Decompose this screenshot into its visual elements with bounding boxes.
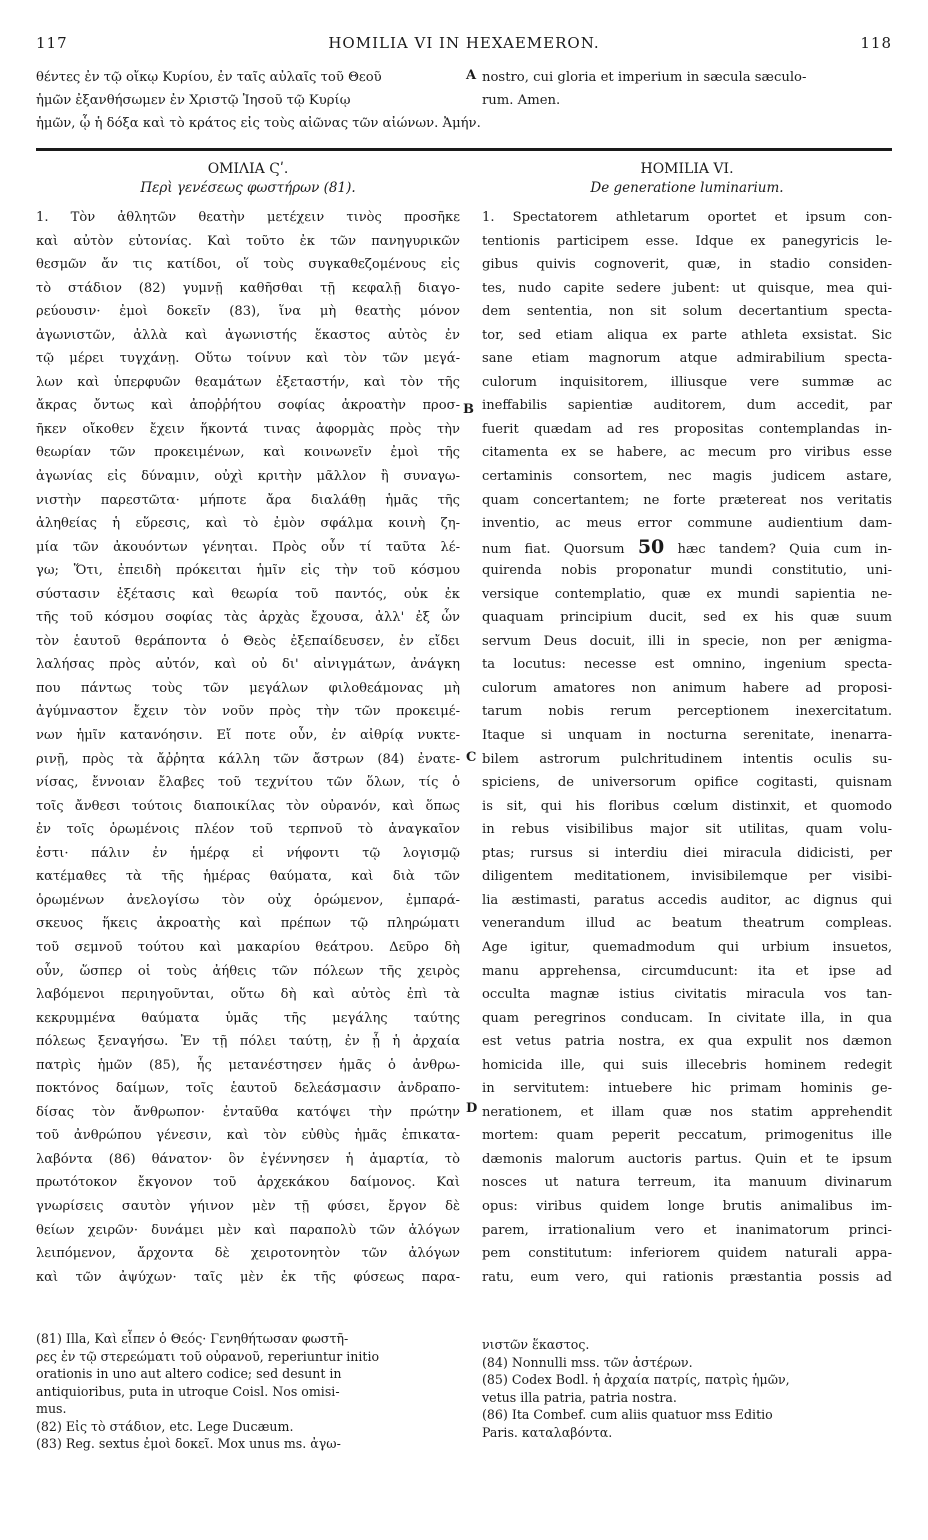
latin-text-line: dæmonis malorum auctoris partus. Quin et te ipsum xyxy=(482,1151,892,1167)
latin-text-line: est vetus patria nostra, ex qua expulit nos dæmon xyxy=(482,1034,892,1050)
greek-text-line: δίσας τὸν ἄνθρωπον· ἐνταῦθα κατόψει τὴν πρώτην xyxy=(36,1104,460,1120)
greek-text-line: τὸν ἑαυτοῦ θεράποντα ὁ Θεὸς ἐξεπαίδευσεν, ἐν εἴδει xyxy=(36,633,460,649)
intro-latin-line: rum. Amen. xyxy=(482,93,561,108)
latin-heading-title: HOMILIA VI. xyxy=(640,161,734,177)
latin-text-line: is sit, qui his floribus cœlum distinxit, et quomodo xyxy=(482,798,892,814)
greek-text-line: λαβόμενοι περιηγοῦνται, οὕτω δὴ καὶ αὐτὸς ἐπὶ τὰ xyxy=(36,987,460,1003)
latin-text-fragment: num fiat. Quorsum xyxy=(482,541,625,557)
intro-greek-text xyxy=(36,66,481,135)
footnote-line: (82) Εἰς τὸ στάδιον, etc. Lege Ducæum. xyxy=(36,1418,294,1434)
footnote-line: (83) Reg. sextus ἐμοὶ δοκεῖ. Mox unus ms. ἀγω- xyxy=(36,1436,341,1451)
latin-text-line: spiciens, de universorum opifice cogitasti, quisnam xyxy=(482,775,892,791)
page-number-right: 118 xyxy=(860,34,892,52)
latin-text-line: fuerit quædam ad res propositas contemplandas in- xyxy=(482,421,892,437)
greek-text-line: σύστασιν ἐξέτασις καὶ θεωρία τοῦ παντός, οὐκ ἐκ xyxy=(36,586,460,602)
greek-text-line: θείων χειρῶν· δυνάμει μὲν καὶ παραπολὺ τῶν ἀλόγων xyxy=(36,1222,460,1238)
latin-text-line: lia æstimasti, paratus accedis auditor, ac dignus qui xyxy=(482,892,892,908)
greek-text-line: νίσας, ἔννοιαν ἔλαβες τοῦ τεχνίτου τῶν ὅλων, τίς ὁ xyxy=(36,775,460,791)
greek-text-line: καὶ αὐτὸν εὐτονίας. Καὶ τοῦτο ἐκ τῶν πανηγυρικῶν xyxy=(36,233,460,249)
greek-text-line: κεκρυμμένα θαύματα ὑμᾶς τῆς μεγάλης ταύτης xyxy=(36,1010,460,1026)
latin-text-line: in rebus visibilibus major sit utilitas, quam volu- xyxy=(482,822,892,838)
greek-text-line: θεωρίαν τῶν προκειμένων, καὶ κοινωνεῖν ἐμοὶ τῆς xyxy=(36,445,460,461)
latin-text-line: ta locutus: necesse est omnino, ingenium specta- xyxy=(482,657,892,673)
greek-text-line: τοῦ σεμνοῦ τούτου καὶ μακαρίου θεάτρου. Δεῦρο δὴ xyxy=(36,939,460,955)
latin-text-line: tentionis participem esse. Idque ex panegyricis le- xyxy=(482,233,892,249)
footnote-line: (86) Ita Combef. cum aliis quatuor mss Editio xyxy=(482,1407,773,1422)
latin-text-line: ratu, eum vero, qui rationis præstantia possis ad xyxy=(482,1269,892,1285)
greek-text-line: ρινῇ, πρὸς τὰ ἄῤῥητα κάλλη τῶν ἄστρων (84) ἐνατε- xyxy=(36,751,460,767)
greek-text-line: ὁρωμένων ἀνελογίσω τὸν οὐχ ὁρώμενον, ἐμπαρά- xyxy=(36,892,460,908)
latin-text-line xyxy=(482,536,892,560)
latin-text-line: Age igitur, quemadmodum qui urbium insuetos, xyxy=(482,939,892,955)
greek-text-line: ἀγύμναστον ἔχειν τὸν νοῦν πρὸς τὴν τῶν προκειμέ- xyxy=(36,704,460,720)
greek-text-line: γνωρίσεις σαυτὸν γήινον μὲν τῇ φύσει, ἔργον δὲ xyxy=(36,1198,460,1214)
footnote-line: ρες ἐν τῷ στερεώματι τοῦ οὐρανοῦ, reperiuntur initio xyxy=(36,1348,380,1364)
latin-text-line: quaquam principium ducit, sed ex his quæ suum xyxy=(482,610,892,626)
greek-text-line: ῆκεν οἴκοθεν ἔχειν ἥκοντά τινας ἀφορμὰς πρὸς τὴν xyxy=(36,421,460,437)
latin-text-line: Itaque si unquam in nocturna serenitate, inenarra- xyxy=(482,728,892,744)
greek-text-line: ἄκρας ὄντως καὶ ἀποῤῥήτου σοφίας ἀκροατὴν προσ- xyxy=(36,398,460,414)
horizontal-rule xyxy=(36,148,892,151)
greek-text-line: λων καὶ ὑπερφυῶν θεαμάτων ἐξεταστήν, καὶ τὸν τῆς xyxy=(36,374,460,390)
intro-latin-text xyxy=(482,66,892,112)
greek-text-line: 1. Τὸν ἀθλητῶν θεατὴν μετέχειν τινὸς προσῆκε xyxy=(36,210,460,225)
latin-heading-subtitle: De generatione luminarium. xyxy=(590,180,784,196)
latin-text-line: nerationem, et illam quæ nos statim apprehendit xyxy=(482,1104,892,1120)
latin-text-line: mortem: quam peperit peccatum, primogenitus ille xyxy=(482,1128,892,1144)
greek-text-line: ἀληθείας ἡ εὕρεσις, καὶ τὸ ἐμὸν σφάλμα κοινὴ ζη- xyxy=(36,516,460,532)
greek-text-line: ἀγωνιστῶν, ἀλλὰ καὶ ἀγωνιστής ἕκαστος αὐτὸς ἐν xyxy=(36,327,460,343)
running-title: HOMILIA VI IN HEXAEMERON. xyxy=(328,34,600,52)
footnote-line: vetus illa patria, patria nostra. xyxy=(482,1389,677,1405)
greek-text-line: λειπόμενον, ἄρχοντα δὲ χειροτονητὸν τῶν ἀλόγων xyxy=(36,1246,460,1262)
latin-text-line: quam peregrinos conducam. In civitate illa, in qua xyxy=(482,1010,892,1026)
greek-text-line: ἐν τοῖς ὁρωμένοις πλέον τοῦ τερπνοῦ τὸ ἀναγκαῖον xyxy=(36,822,460,838)
greek-text-line: νων ἡμῖν κατανόησιν. Εἴ ποτε οὖν, ἐν αἰθρίᾳ νυκτε- xyxy=(36,728,460,744)
greek-text-line: πρωτότοκον ἔκγονον τοῦ ἀρχεκάκου δαίμονος. Καὶ xyxy=(36,1175,460,1191)
page-mark-number: 50 xyxy=(637,535,665,558)
section-marker-a: A xyxy=(466,68,477,83)
intro-greek-line: θέντες ἐν τῷ οἴκῳ Κυρίου, ἐν ταῖς αὐλαῖς τοῦ Θεοῦ xyxy=(36,70,382,85)
latin-text-line: citamenta ex se habere, ac mecum pro viribus esse xyxy=(482,445,892,461)
latin-text-fragment: hæc tandem? Quia cum in- xyxy=(677,541,892,557)
greek-text-line: κατέμαθες τὰ τῆς ἡμέρας θαύματα, καὶ διὰ τῶν xyxy=(36,869,460,885)
greek-text-line: πατρὶς ἡμῶν (85), ἧς μετανέστησεν ἡμᾶς ὁ ἀνθρω- xyxy=(36,1057,460,1073)
greek-text-line: τῆς τοῦ κόσμου σοφίας τὰς ἀρχὰς ἔχουσα, ἀλλ' ἐξ ὧν xyxy=(36,610,460,626)
latin-text-line: quam concertantem; ne forte prætereat nos veritatis xyxy=(482,492,892,508)
latin-text-line: tes, nudo capite sedere jubent: ut quisque, mea qui- xyxy=(482,280,892,296)
latin-text-line: inventio, ac meus error commune audientium dam- xyxy=(482,516,892,532)
latin-text-line: culorum amatores non animum habere ad proposi- xyxy=(482,680,892,696)
section-marker-b: B xyxy=(463,402,474,417)
latin-text-line: homicida ille, qui suis illecebris hominem redegit xyxy=(482,1057,892,1073)
greek-text-line: ἀγωνίας εἰς δύναμιν, οὐχὶ κριτὴν μᾶλλον ἢ συναγω- xyxy=(36,469,460,485)
greek-text-line: νιστὴν παρεστῶτα· μήποτε ἄρα διαλάθῃ ἡμᾶς τῆς xyxy=(36,492,460,508)
greek-text-line: ρεύουσιν· ἐμοὶ δοκεῖν (83), ἵνα μὴ θεατὴς μόνον xyxy=(36,304,460,320)
footnote-line: antiquioribus, puta in utroque Coisl. Nos omisi- xyxy=(36,1383,340,1399)
page-number-left: 117 xyxy=(36,34,68,52)
greek-text-line: γω; Ὅτι, ἐπειδὴ πρόκειται ἡμῖν εἰς τὴν τοῦ κόσμου xyxy=(36,563,460,579)
greek-text-line: τοῖς ἄνθεσι τούτοις διαποικίλας τὸν οὐρανόν, καὶ ὅπως xyxy=(36,798,460,814)
section-marker-d: D xyxy=(466,1101,478,1116)
latin-text-line: tarum nobis rerum perceptionem inexercitatum. xyxy=(482,704,892,720)
footnote-line: (85) Codex Bodl. ἡ ἀρχαία πατρίς, πατρὶς ἡμῶν, xyxy=(482,1372,790,1387)
greek-text-line: που πάντως τοὺς τῶν μεγάλων φιλοθεάμονας μὴ xyxy=(36,680,460,696)
greek-heading xyxy=(36,160,460,198)
latin-text-line: dem sententia, non sit solum decertantium specta- xyxy=(482,304,892,320)
latin-text-line: in servitutem: intuebere hic primam hominis ge- xyxy=(482,1081,892,1097)
intro-greek-line: ἡμῶν ἐξανθήσωμεν ἐν Χριστῷ Ἰησοῦ τῷ Κυρίῳ xyxy=(36,93,351,108)
intro-latin-line: nostro, cui gloria et imperium in sæcula sæculo- xyxy=(482,70,807,85)
latin-text-line: quirenda nobis proponatur mundi constitutio, uni- xyxy=(482,563,892,579)
greek-heading-title: ΟΜΙΛΙΑ Ϛʹ. xyxy=(207,161,289,177)
latin-text-line: culorum inquisitorem, illiusque vere summæ ac xyxy=(482,374,892,390)
latin-text-line: occulta magnæ istius civitatis miracula vos tan- xyxy=(482,987,892,1003)
greek-text-line: καὶ τῶν ἀψύχων· ταῖς μὲν ἐκ τῆς φύσεως παρα- xyxy=(36,1269,460,1285)
greek-text-line: πόλεως ξεναγήσω. Ἐν τῇ πόλει ταύτῃ, ἐν ᾗ ἡ ἀρχαία xyxy=(36,1034,460,1050)
latin-heading xyxy=(482,160,892,198)
latin-text-line: tor, sed etiam aliqua ex parte athleta exsistat. Sic xyxy=(482,327,892,343)
running-head xyxy=(36,34,892,56)
greek-text-line: ποκτόνος δαίμων, τοῖς ἑαυτοῦ δελεάσμασιν ἀνδραπο- xyxy=(36,1081,460,1097)
footnote-line: (84) Nonnulli mss. τῶν ἀστέρων. xyxy=(482,1354,693,1370)
greek-text-line: οὖν, ὥσπερ οἱ τοὺς ἀήθεις τῶν πόλεων τῆς χειρὸς xyxy=(36,963,460,979)
latin-text-line: nosces ut natura terreum, ita manuum divinarum xyxy=(482,1175,892,1191)
section-marker-c: C xyxy=(466,750,477,765)
latin-text-line: manu apprehensa, circumducunt: ita et ipse ad xyxy=(482,963,892,979)
intro-greek-line: ἡμῶν, ᾧ ἡ δόξα καὶ τὸ κράτος εἰς τοὺς αἰῶνας τῶν αἰώνων. Ἀμήν. xyxy=(36,116,481,131)
footnotes-left xyxy=(36,1330,466,1453)
greek-text-line: τῷ μέρει τυγχάνῃ. Οὕτω τοίνυν καὶ τὸν τῶν μεγά- xyxy=(36,351,460,367)
greek-text-line: ἐστι· πάλιν ἐν ἡμέρᾳ εἰ νήφοντι τῷ λογισμῷ xyxy=(36,845,460,861)
latin-text-line: gibus quivis cognoverit, quæ, in stadio considen- xyxy=(482,257,892,273)
footnote-line: (81) Illa, Καὶ εἶπεν ὁ Θεός· Γενηθήτωσαν φωστῆ- xyxy=(36,1331,349,1346)
latin-text-line: diligentem meditationem, invisibilemque per visibi- xyxy=(482,869,892,885)
latin-text-line: servum Deus docuit, illi in specie, non per ænigma- xyxy=(482,633,892,649)
latin-text-line: certaminis consortem, nec magis judicem astare, xyxy=(482,469,892,485)
greek-text-line: τοῦ ἀνθρώπου γένεσιν, καὶ τὸν εὐθὺς ἡμᾶς ἐπικατα- xyxy=(36,1128,460,1144)
latin-text-line: venerandum illud ac beatum theatrum compleas. xyxy=(482,916,892,932)
latin-text-line: opus: viribus quidem longe brutis animalibus im- xyxy=(482,1198,892,1214)
latin-text-line: parem, irrationalium vero et inanimatorum princi- xyxy=(482,1222,892,1238)
latin-text-line: bilem astrorum pulchritudinem intentis oculis su- xyxy=(482,751,892,767)
greek-text-line: θεσμῶν ἄν τις κατίδοι, οἵ τοὺς συγκαθεζομένους εἰς xyxy=(36,257,460,273)
latin-text-line: ptas; rursus si interdiu diei miracula didicisti, per xyxy=(482,845,892,861)
greek-text-line: μία τῶν ἀκουόντων γένηται. Πρὸς οὖν τί ταῦτα λέ- xyxy=(36,539,460,555)
latin-column xyxy=(482,206,892,1289)
latin-text-line: versique contemplatio, quæ ex mundi sapientia ne- xyxy=(482,586,892,602)
footnotes-right xyxy=(482,1336,892,1441)
latin-text-line: sane etiam magnorum atque admirabilium specta- xyxy=(482,351,892,367)
footnote-line: νιστῶν ἕκαστος. xyxy=(482,1337,590,1352)
latin-text-line: 1. Spectatorem athletarum oportet et ipsum con- xyxy=(482,210,892,225)
greek-text-line: λαβόντα (86) θάνατον· ὃν ἐγέννησεν ἡ ἁμαρτία, τὸ xyxy=(36,1151,460,1167)
greek-heading-subtitle: Περὶ γενέσεως φωστήρων (81). xyxy=(140,180,356,196)
greek-text-line: λαλήσας πρὸς αὐτόν, καὶ οὐ δι' αἰνιγμάτων, ἀνάγκη xyxy=(36,657,460,673)
latin-text-line: ineffabilis sapientiæ auditorem, dum accedit, par xyxy=(482,398,892,414)
greek-column xyxy=(36,206,460,1289)
footnote-line: Paris. καταλαβόντα. xyxy=(482,1424,613,1440)
latin-text-line: pem constitutum: inferiorem quidem naturali appa- xyxy=(482,1246,892,1262)
greek-text-line: σκευος ἥκεις ἀκροατὴς καὶ πρέπων τῷ πληρώματι xyxy=(36,916,460,932)
footnote-line: orationis in uno aut altero codice; sed desunt in xyxy=(36,1366,342,1381)
greek-text-line: τὸ στάδιον (82) γυμνῇ καθῆσθαι τῇ κεφαλῇ διαγο- xyxy=(36,280,460,296)
footnote-line: mus. xyxy=(36,1401,67,1416)
